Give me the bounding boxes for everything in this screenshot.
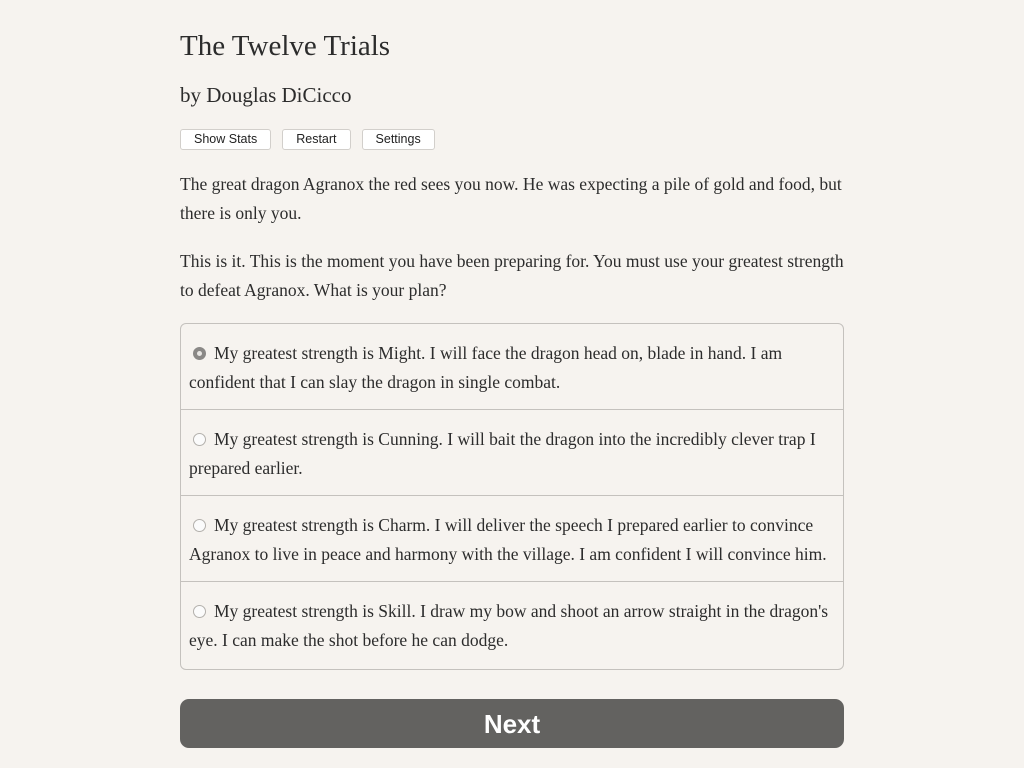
choice-text: My greatest strength is Charm. I will deliver the speech I prepared earlier to convince Agranox to live in peace and harmony with the village. I am confident I will convince him.	[189, 515, 827, 564]
choice-list	[180, 323, 844, 670]
radio-selected-icon[interactable]	[193, 347, 206, 360]
choice-text: My greatest strength is Skill. I draw my bow and shoot an arrow straight in the dragon's eye. I can make the shot before he can dodge.	[189, 601, 829, 650]
choice-text: My greatest strength is Cunning. I will bait the dragon into the incredibly clever trap I prepared earlier.	[189, 429, 816, 478]
story-paragraph: This is it. This is the moment you have been preparing for. You must use your greatest strength to defeat Agranox. What is your plan?	[180, 251, 844, 300]
story-paragraph: The great dragon Agranox the red sees you now. He was expecting a pile of gold and food, but there is only you.	[180, 174, 842, 223]
choice-option-might[interactable]	[181, 324, 843, 410]
show-stats-button[interactable]: Show Stats	[180, 129, 271, 150]
toolbar	[180, 129, 435, 150]
choice-option-skill[interactable]	[181, 582, 843, 668]
game-author: by Douglas DiCicco	[180, 83, 352, 107]
choice-text: My greatest strength is Might. I will face the dragon head on, blade in hand. I am confident that I can slay the dragon in single combat.	[189, 343, 783, 392]
radio-unselected-icon[interactable]	[193, 605, 206, 618]
radio-unselected-icon[interactable]	[193, 433, 206, 446]
restart-button[interactable]: Restart	[282, 129, 350, 150]
radio-unselected-icon[interactable]	[193, 519, 206, 532]
game-title: The Twelve Trials	[180, 30, 391, 62]
settings-button[interactable]: Settings	[362, 129, 435, 150]
choice-option-cunning[interactable]	[181, 410, 843, 496]
next-button[interactable]: Next	[180, 699, 844, 748]
choice-option-charm[interactable]	[181, 496, 843, 582]
